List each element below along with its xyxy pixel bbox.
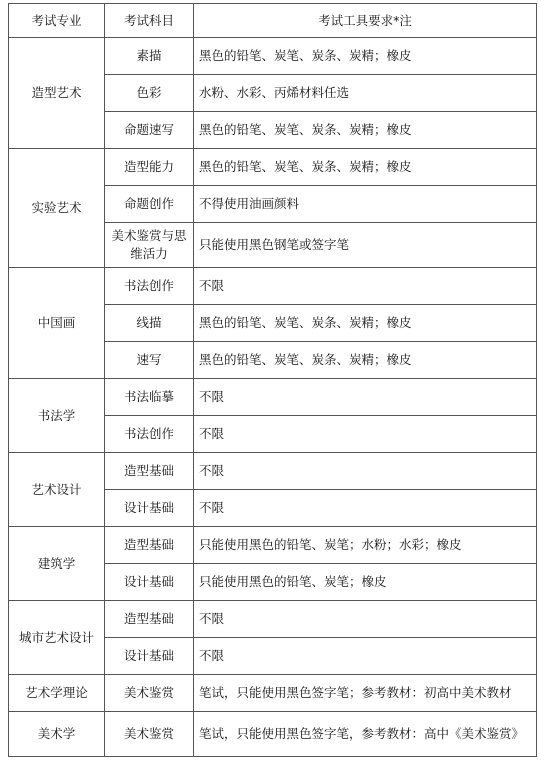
tools-cell: 笔试，只能使用黑色签字笔；参考教材：初高中美术教材 (194, 675, 537, 712)
tools-cell: 不限 (194, 638, 537, 675)
subject-cell: 书法创作 (105, 268, 194, 305)
tools-cell: 只能使用黑色的铅笔、炭笔；橡皮 (194, 564, 537, 601)
major-cell: 艺术设计 (9, 453, 105, 527)
subject-cell: 命题创作 (105, 186, 194, 223)
tools-cell: 黑色的铅笔、炭笔、炭条、炭精；橡皮 (194, 342, 537, 379)
tools-cell: 黑色的铅笔、炭笔、炭条、炭精；橡皮 (194, 305, 537, 342)
table-row (9, 601, 537, 638)
subject-cell: 设计基础 (105, 490, 194, 527)
subject-cell: 造型基础 (105, 453, 194, 490)
table-row (9, 527, 537, 564)
major-cell: 实验艺术 (9, 149, 105, 268)
major-cell: 造型艺术 (9, 38, 105, 149)
subject-cell: 线描 (105, 305, 194, 342)
subject-cell: 色彩 (105, 75, 194, 112)
subject-cell: 书法临摹 (105, 379, 194, 416)
subject-cell: 美术鉴赏 (105, 712, 194, 757)
tools-cell: 不得使用油画颜料 (194, 186, 537, 223)
tools-cell: 黑色的铅笔、炭笔、炭条、炭精；橡皮 (194, 112, 537, 149)
subject-cell: 美术鉴赏 (105, 675, 194, 712)
tools-cell: 水粉、水彩、丙烯材料任选 (194, 75, 537, 112)
subject-cell: 素描 (105, 38, 194, 75)
tools-cell: 不限 (194, 601, 537, 638)
tools-cell: 不限 (194, 490, 537, 527)
major-cell: 城市艺术设计 (9, 601, 105, 675)
subject-cell: 命题速写 (105, 112, 194, 149)
subject-cell: 造型能力 (105, 149, 194, 186)
major-cell: 建筑学 (9, 527, 105, 601)
table-row (9, 379, 537, 416)
subject-cell: 美术鉴赏与思维活力 (105, 223, 194, 268)
tools-cell: 黑色的铅笔、炭笔、炭条、炭精；橡皮 (194, 38, 537, 75)
subject-cell: 造型基础 (105, 527, 194, 564)
subject-cell: 书法创作 (105, 416, 194, 453)
table-row (9, 712, 537, 757)
subject-cell: 造型基础 (105, 601, 194, 638)
header-subject: 考试科目 (105, 4, 194, 38)
table-row (9, 268, 537, 305)
tools-cell: 只能使用黑色钢笔或签字笔 (194, 223, 537, 268)
subject-cell: 设计基础 (105, 564, 194, 601)
major-cell: 美术学 (9, 712, 105, 757)
subject-cell: 设计基础 (105, 638, 194, 675)
tools-cell: 不限 (194, 379, 537, 416)
table-row (9, 453, 537, 490)
major-cell: 书法学 (9, 379, 105, 453)
major-cell: 中国画 (9, 268, 105, 379)
table-row (9, 675, 537, 712)
tools-cell: 不限 (194, 453, 537, 490)
table-row (9, 38, 537, 75)
exam-tools-table (8, 3, 537, 757)
tools-cell: 只能使用黑色的铅笔、炭笔；水粉；水彩；橡皮 (194, 527, 537, 564)
header-major: 考试专业 (9, 4, 105, 38)
tools-cell: 黑色的铅笔、炭笔、炭条、炭精；橡皮 (194, 149, 537, 186)
header-tools: 考试工具要求*注 (194, 4, 537, 38)
major-cell: 艺术学理论 (9, 675, 105, 712)
table-row (9, 149, 537, 186)
tools-cell: 不限 (194, 416, 537, 453)
subject-cell: 速写 (105, 342, 194, 379)
table-header-row (9, 4, 537, 38)
tools-cell: 笔试，只能使用黑色签字笔，参考教材：高中《美术鉴赏》 (194, 712, 537, 757)
tools-cell: 不限 (194, 268, 537, 305)
